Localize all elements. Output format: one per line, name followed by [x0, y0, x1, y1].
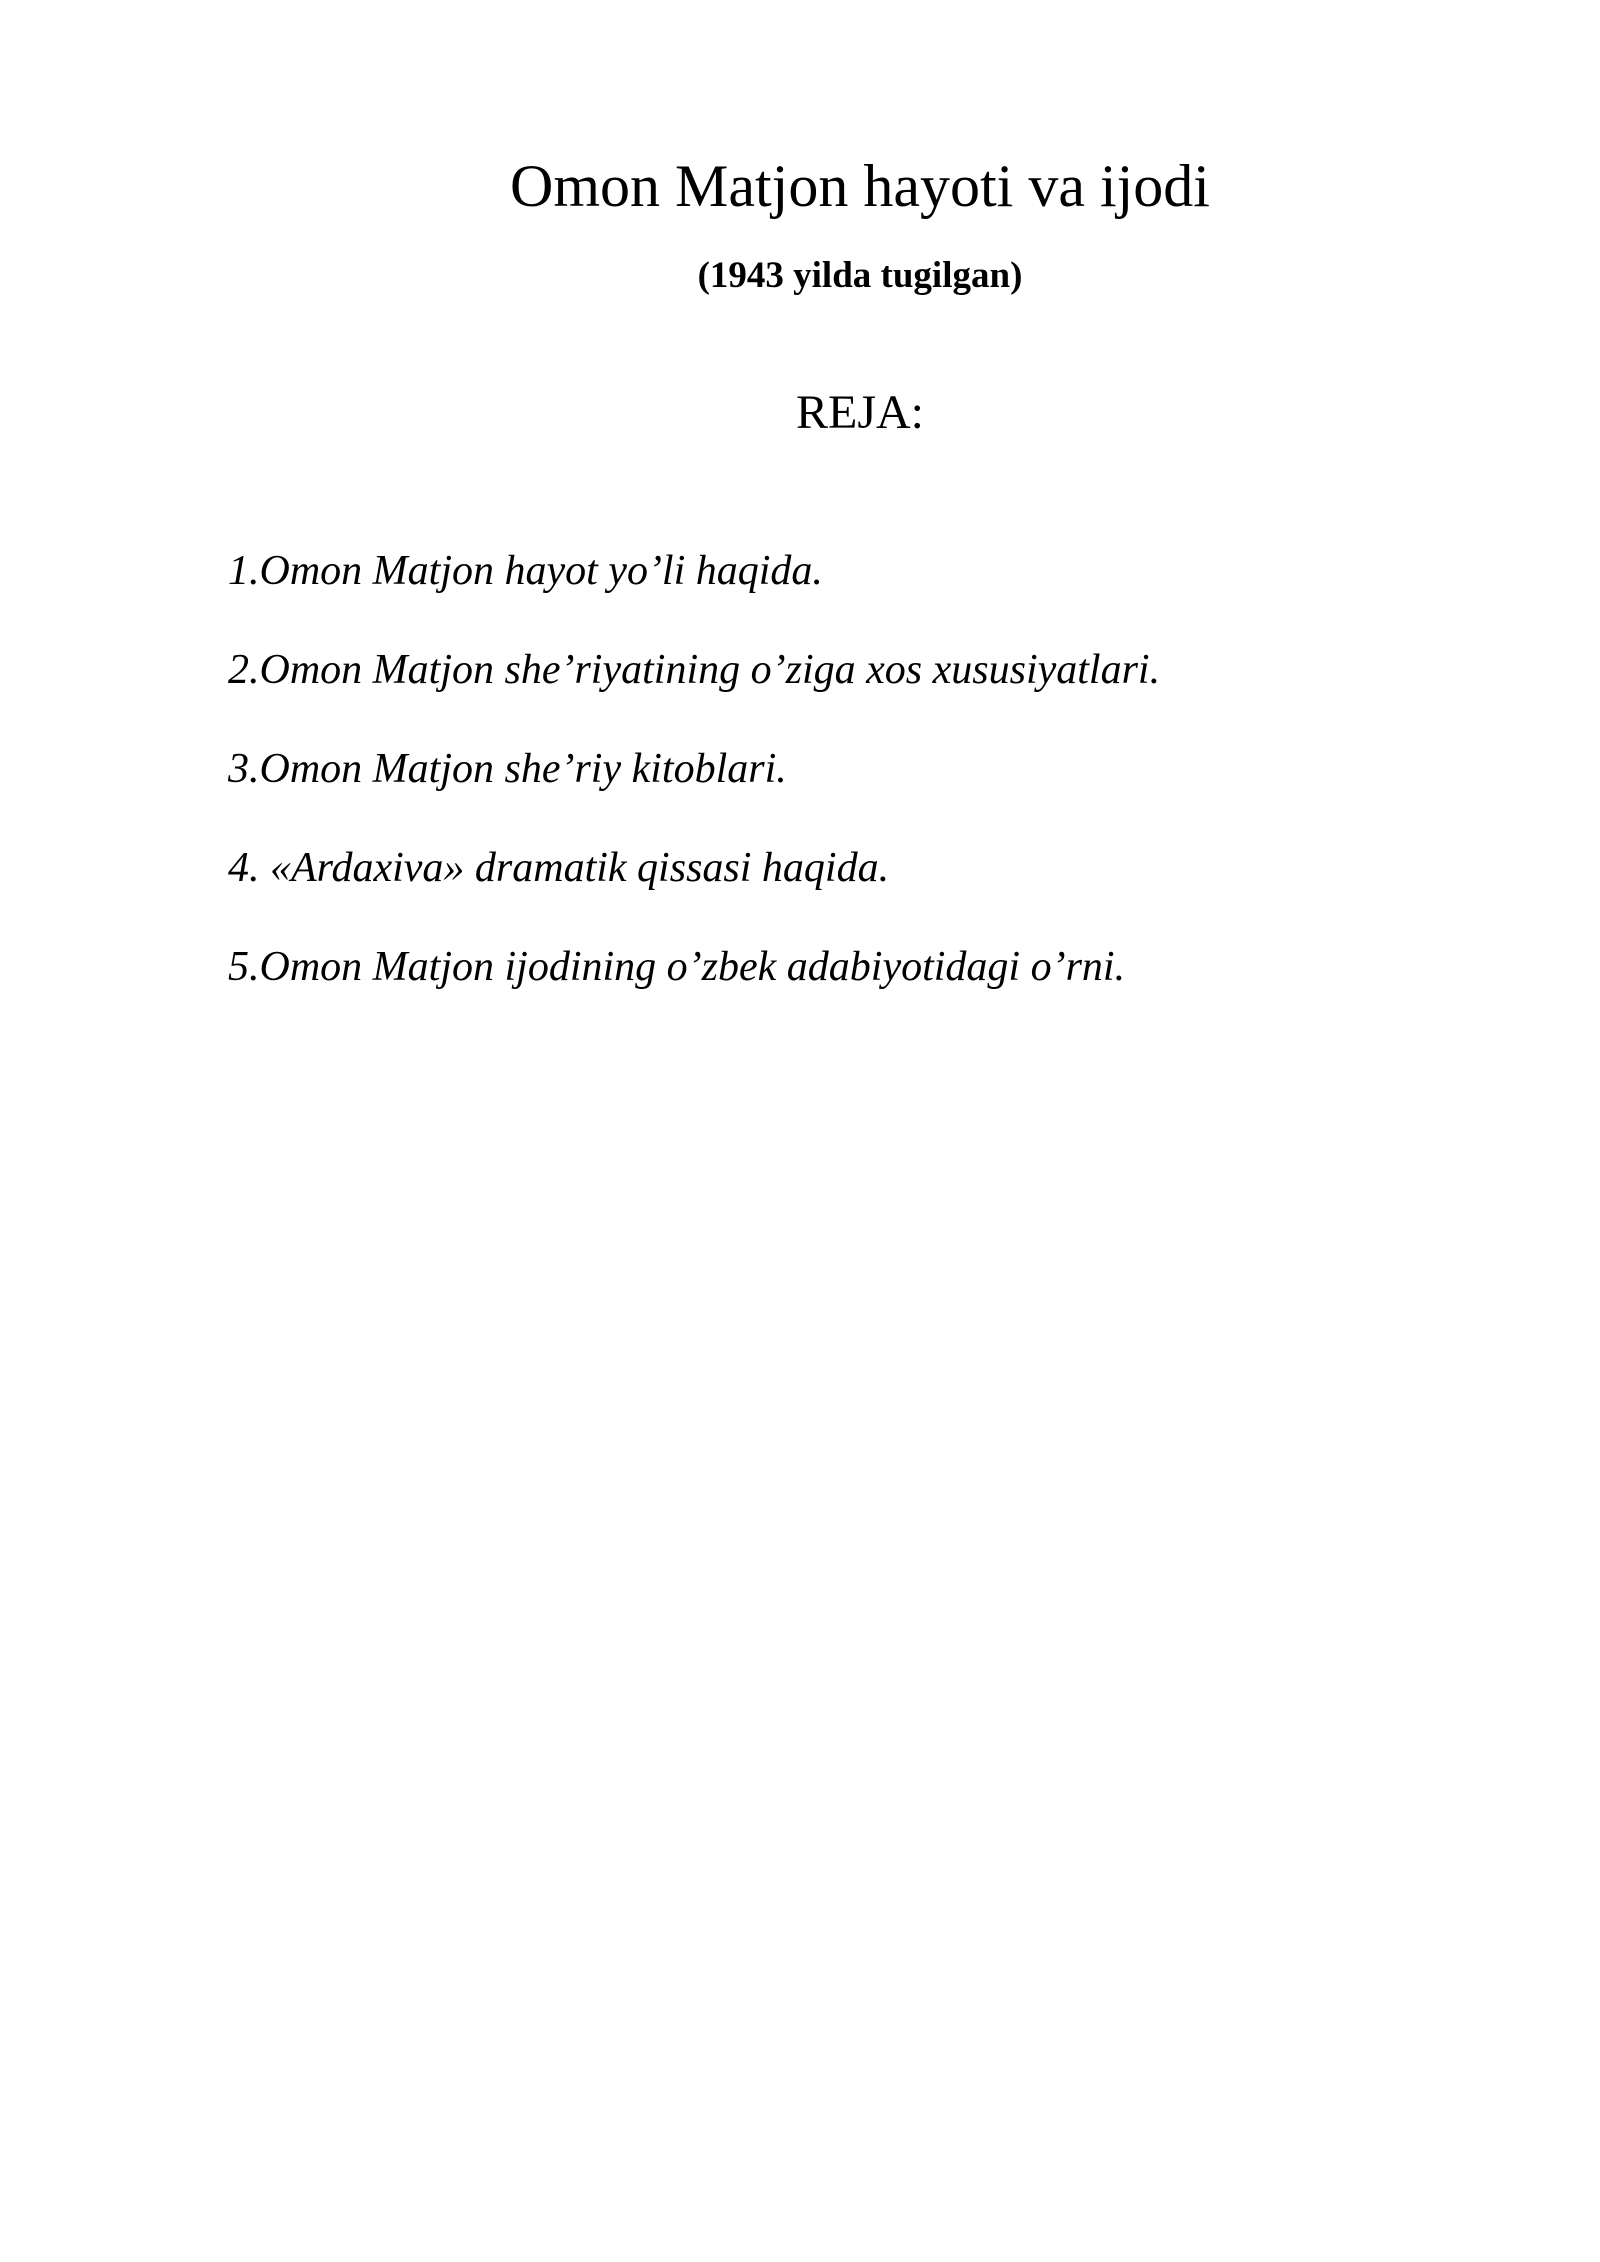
plan-heading: REJA:: [795, 386, 924, 439]
document-title: Omon Matjon hayoti va ijodi: [510, 153, 1210, 219]
plan-list: [228, 546, 1160, 1041]
plan-item: 1.Omon Matjon hayot yo’li haqida.: [228, 548, 823, 594]
plan-item: 4. «Ardaxiva» dramatik qissasi haqida.: [228, 845, 890, 891]
document-subtitle: (1943 yilda tugilgan): [697, 255, 1023, 296]
plan-item: 5.Omon Matjon ijodining o’zbek adabiyotidagi o’rni.: [228, 944, 1126, 990]
plan-item: 3.Omon Matjon she’riy kitoblari.: [228, 746, 787, 792]
plan-item: 2.Omon Matjon she’riyatining o’ziga xos xususiyatlari.: [228, 647, 1161, 693]
